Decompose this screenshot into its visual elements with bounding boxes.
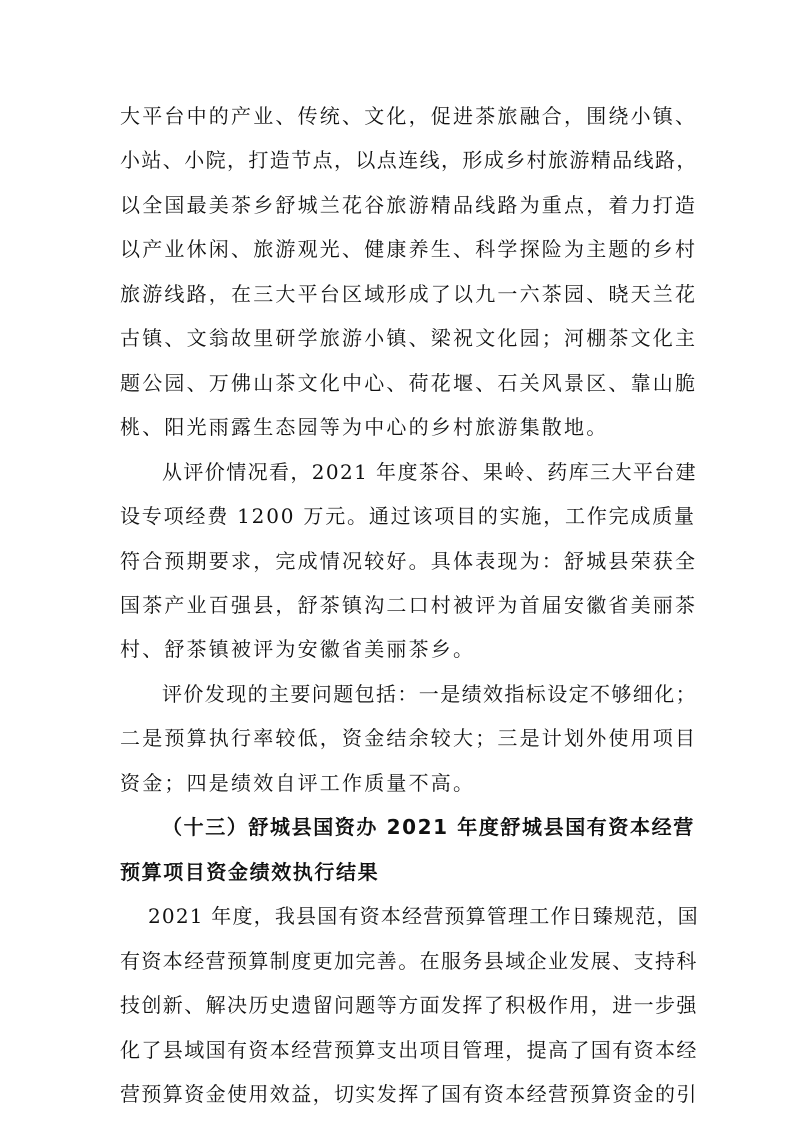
section-heading-line: （十三）舒城县国资办 2021 年度舒城县国有资本经营 — [162, 815, 695, 839]
body-text-line: 村、舒茶镇被评为安徽省美丽茶乡。 — [120, 637, 476, 661]
body-text-line: 有资本经营预算制度更加完善。在服务县域企业发展、支持科 — [120, 949, 698, 973]
body-text-line: 小站、小院，打造节点，以点连线，形成乡村旅游精品线路， — [120, 148, 698, 172]
body-text-line: 桃、阳光雨露生态园等为中心的乡村旅游集散地。 — [120, 415, 609, 439]
body-text-line: 旅游线路，在三大平台区域形成了以九一六茶园、晓天兰花 — [120, 282, 698, 306]
body-text-line: 2021 年度，我县国有资本经营预算管理工作日臻规范，国 — [148, 904, 699, 928]
body-text-line: 营预算资金使用效益，切实发挥了国有资本经营预算资金的引 — [120, 1082, 698, 1106]
body-text-line: 评价发现的主要问题包括：一是绩效指标设定不够细化； — [162, 682, 697, 706]
body-text-line: 国茶产业百强县，舒茶镇沟二口村被评为首届安徽省美丽茶 — [120, 593, 698, 617]
body-text-line: 资金；四是绩效自评工作质量不高。 — [120, 771, 476, 795]
body-text-line: 从评价情况看，2021 年度茶谷、果岭、药库三大平台建 — [162, 460, 698, 484]
section-heading-line: 预算项目资金绩效执行结果 — [120, 860, 380, 884]
body-text-line: 二是预算执行率较低，资金结余较大；三是计划外使用项目 — [120, 726, 698, 750]
body-text-line: 设专项经费 1200 万元。通过该项目的实施，工作完成质量 — [120, 504, 696, 528]
body-text-line: 符合预期要求，完成情况较好。具体表现为：舒城县荣获全 — [120, 549, 698, 573]
body-text-line: 题公园、万佛山茶文化中心、荷花堰、石关风景区、靠山脆 — [120, 371, 698, 395]
body-text-line: 技创新、解决历史遗留问题等方面发挥了积极作用，进一步强 — [120, 993, 698, 1017]
body-text-line: 以全国最美茶乡舒城兰花谷旅游精品线路为重点，着力打造 — [120, 193, 698, 217]
body-text-line: 古镇、文翁故里研学旅游小镇、梁祝文化园；河棚茶文化主 — [120, 326, 698, 350]
body-text-line: 以产业休闲、旅游观光、健康养生、科学探险为主题的乡村 — [120, 237, 698, 261]
body-text-line: 化了县域国有资本经营预算支出项目管理，提高了国有资本经 — [120, 1038, 698, 1062]
body-text-line: 大平台中的产业、传统、文化，促进茶旅融合，围绕小镇、 — [120, 104, 698, 128]
